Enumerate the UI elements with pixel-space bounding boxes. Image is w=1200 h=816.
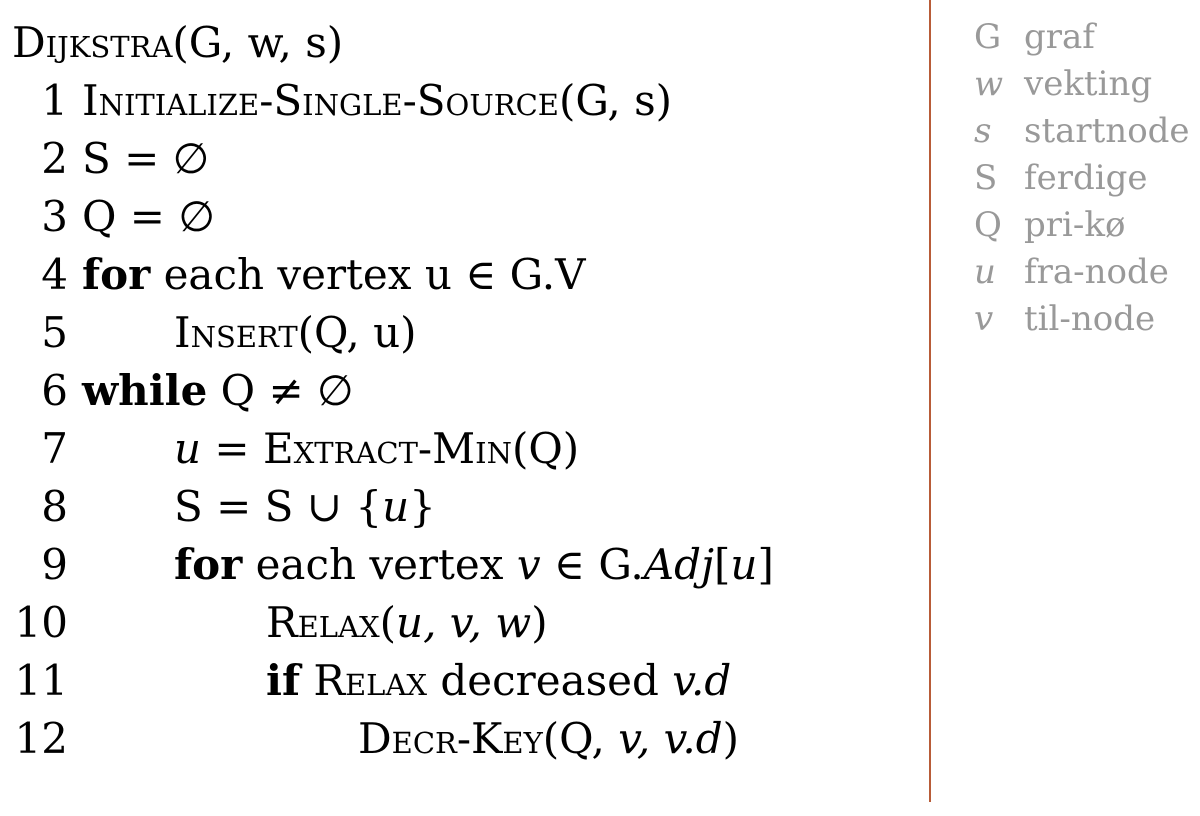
line-number: 4 xyxy=(41,250,68,299)
code-line xyxy=(12,304,774,362)
line-statement xyxy=(82,420,579,478)
legend-item xyxy=(974,108,1190,155)
code-text: Q ≠ ∅ xyxy=(207,366,354,415)
procedure-name: Relax xyxy=(313,656,428,705)
code-text: S = ∅ xyxy=(82,134,210,183)
legend-description: fra-node xyxy=(1024,252,1169,292)
legend-description: vekting xyxy=(1024,64,1153,104)
procedure-name: Decr-Key xyxy=(358,714,543,763)
keyword: if xyxy=(266,656,301,705)
vertical-divider xyxy=(929,0,931,802)
code-line xyxy=(12,130,774,188)
pseudocode-block xyxy=(12,14,774,768)
code-text: decreased xyxy=(427,656,673,705)
variable-legend xyxy=(974,14,1190,343)
line-number: 9 xyxy=(41,540,68,589)
variable: Adj xyxy=(643,540,715,589)
procedure-name: Insert xyxy=(174,308,298,357)
code-text: each vertex u ∈ G.V xyxy=(150,250,586,299)
line-number: 1 xyxy=(41,76,68,125)
code-line xyxy=(12,72,774,130)
algorithm-name: Dijkstra xyxy=(12,18,173,67)
legend-item xyxy=(974,155,1190,202)
variable: u, v, w xyxy=(396,598,532,647)
code-line xyxy=(12,420,774,478)
keyword: for xyxy=(174,540,243,589)
legend-description: startnode xyxy=(1024,111,1190,151)
code-text: (Q, u) xyxy=(297,308,417,357)
code-line xyxy=(12,594,774,652)
code-line xyxy=(12,652,774,710)
variable: v xyxy=(516,540,541,589)
algorithm-args: (G, w, s) xyxy=(172,18,344,67)
line-statement xyxy=(82,710,739,768)
legend-item xyxy=(974,61,1190,108)
code-text: ) xyxy=(722,714,740,763)
code-text: ] xyxy=(757,540,774,589)
line-number: 8 xyxy=(41,482,68,531)
code-line xyxy=(12,536,774,594)
keyword: while xyxy=(82,366,208,415)
legend-item xyxy=(974,14,1190,61)
code-text: ∈ G. xyxy=(540,540,644,589)
code-text: Q = ∅ xyxy=(82,192,215,241)
legend-symbol: u xyxy=(974,252,996,292)
line-statement xyxy=(82,652,731,710)
code-line xyxy=(12,362,774,420)
keyword: for xyxy=(82,250,151,299)
code-text: ) xyxy=(531,598,548,647)
line-statement xyxy=(82,246,585,304)
legend-symbol: Q xyxy=(974,205,1002,245)
line-statement xyxy=(82,188,215,246)
line-statement xyxy=(82,304,417,362)
line-statement xyxy=(82,72,672,130)
variable: u xyxy=(174,424,202,473)
code-text: (Q) xyxy=(511,424,580,473)
legend-symbol: G xyxy=(974,17,1002,57)
legend-item xyxy=(974,296,1190,343)
legend-description: graf xyxy=(1024,17,1095,57)
procedure-name: Extract-Min xyxy=(262,424,512,473)
procedure-name: Initialize-Single-Source xyxy=(82,76,559,125)
line-statement xyxy=(82,594,548,652)
code-line xyxy=(12,188,774,246)
legend-item xyxy=(974,202,1190,249)
code-text: S = S ∪ { xyxy=(174,482,383,531)
line-number: 2 xyxy=(41,134,68,183)
code-text: ( xyxy=(379,598,397,647)
variable: v, v.d xyxy=(618,714,723,763)
line-number: 5 xyxy=(41,308,68,357)
line-statement xyxy=(82,362,354,420)
line-number: 10 xyxy=(14,598,68,647)
code-text: each vertex xyxy=(242,540,517,589)
legend-description: pri-kø xyxy=(1024,205,1126,245)
legend-symbol: s xyxy=(974,111,992,151)
legend-description: ferdige xyxy=(1024,158,1148,198)
legend-description: til-node xyxy=(1024,299,1156,339)
variable: v.d xyxy=(672,656,732,705)
procedure-name: Relax xyxy=(266,598,380,647)
line-number: 7 xyxy=(41,424,68,473)
line-number: 12 xyxy=(14,714,68,763)
code-text: [ xyxy=(714,540,731,589)
line-statement xyxy=(82,130,209,188)
code-line xyxy=(12,710,774,768)
variable: u xyxy=(730,540,758,589)
line-statement xyxy=(82,536,774,594)
code-line xyxy=(12,246,774,304)
line-number: 3 xyxy=(41,192,68,241)
code-text xyxy=(300,656,313,705)
legend-symbol: w xyxy=(974,64,1004,104)
code-text: = xyxy=(201,424,263,473)
line-number: 11 xyxy=(14,656,68,705)
code-text: } xyxy=(409,482,436,531)
code-text: (Q, xyxy=(542,714,619,763)
algorithm-title xyxy=(12,14,774,72)
legend-item xyxy=(974,249,1190,296)
legend-symbol: v xyxy=(974,299,994,339)
legend-symbol: S xyxy=(974,158,998,198)
line-statement xyxy=(82,478,436,536)
code-line xyxy=(12,478,774,536)
code-text: (G, s) xyxy=(558,76,673,125)
code-lines xyxy=(12,72,774,768)
line-number: 6 xyxy=(41,366,68,415)
variable: u xyxy=(382,482,410,531)
